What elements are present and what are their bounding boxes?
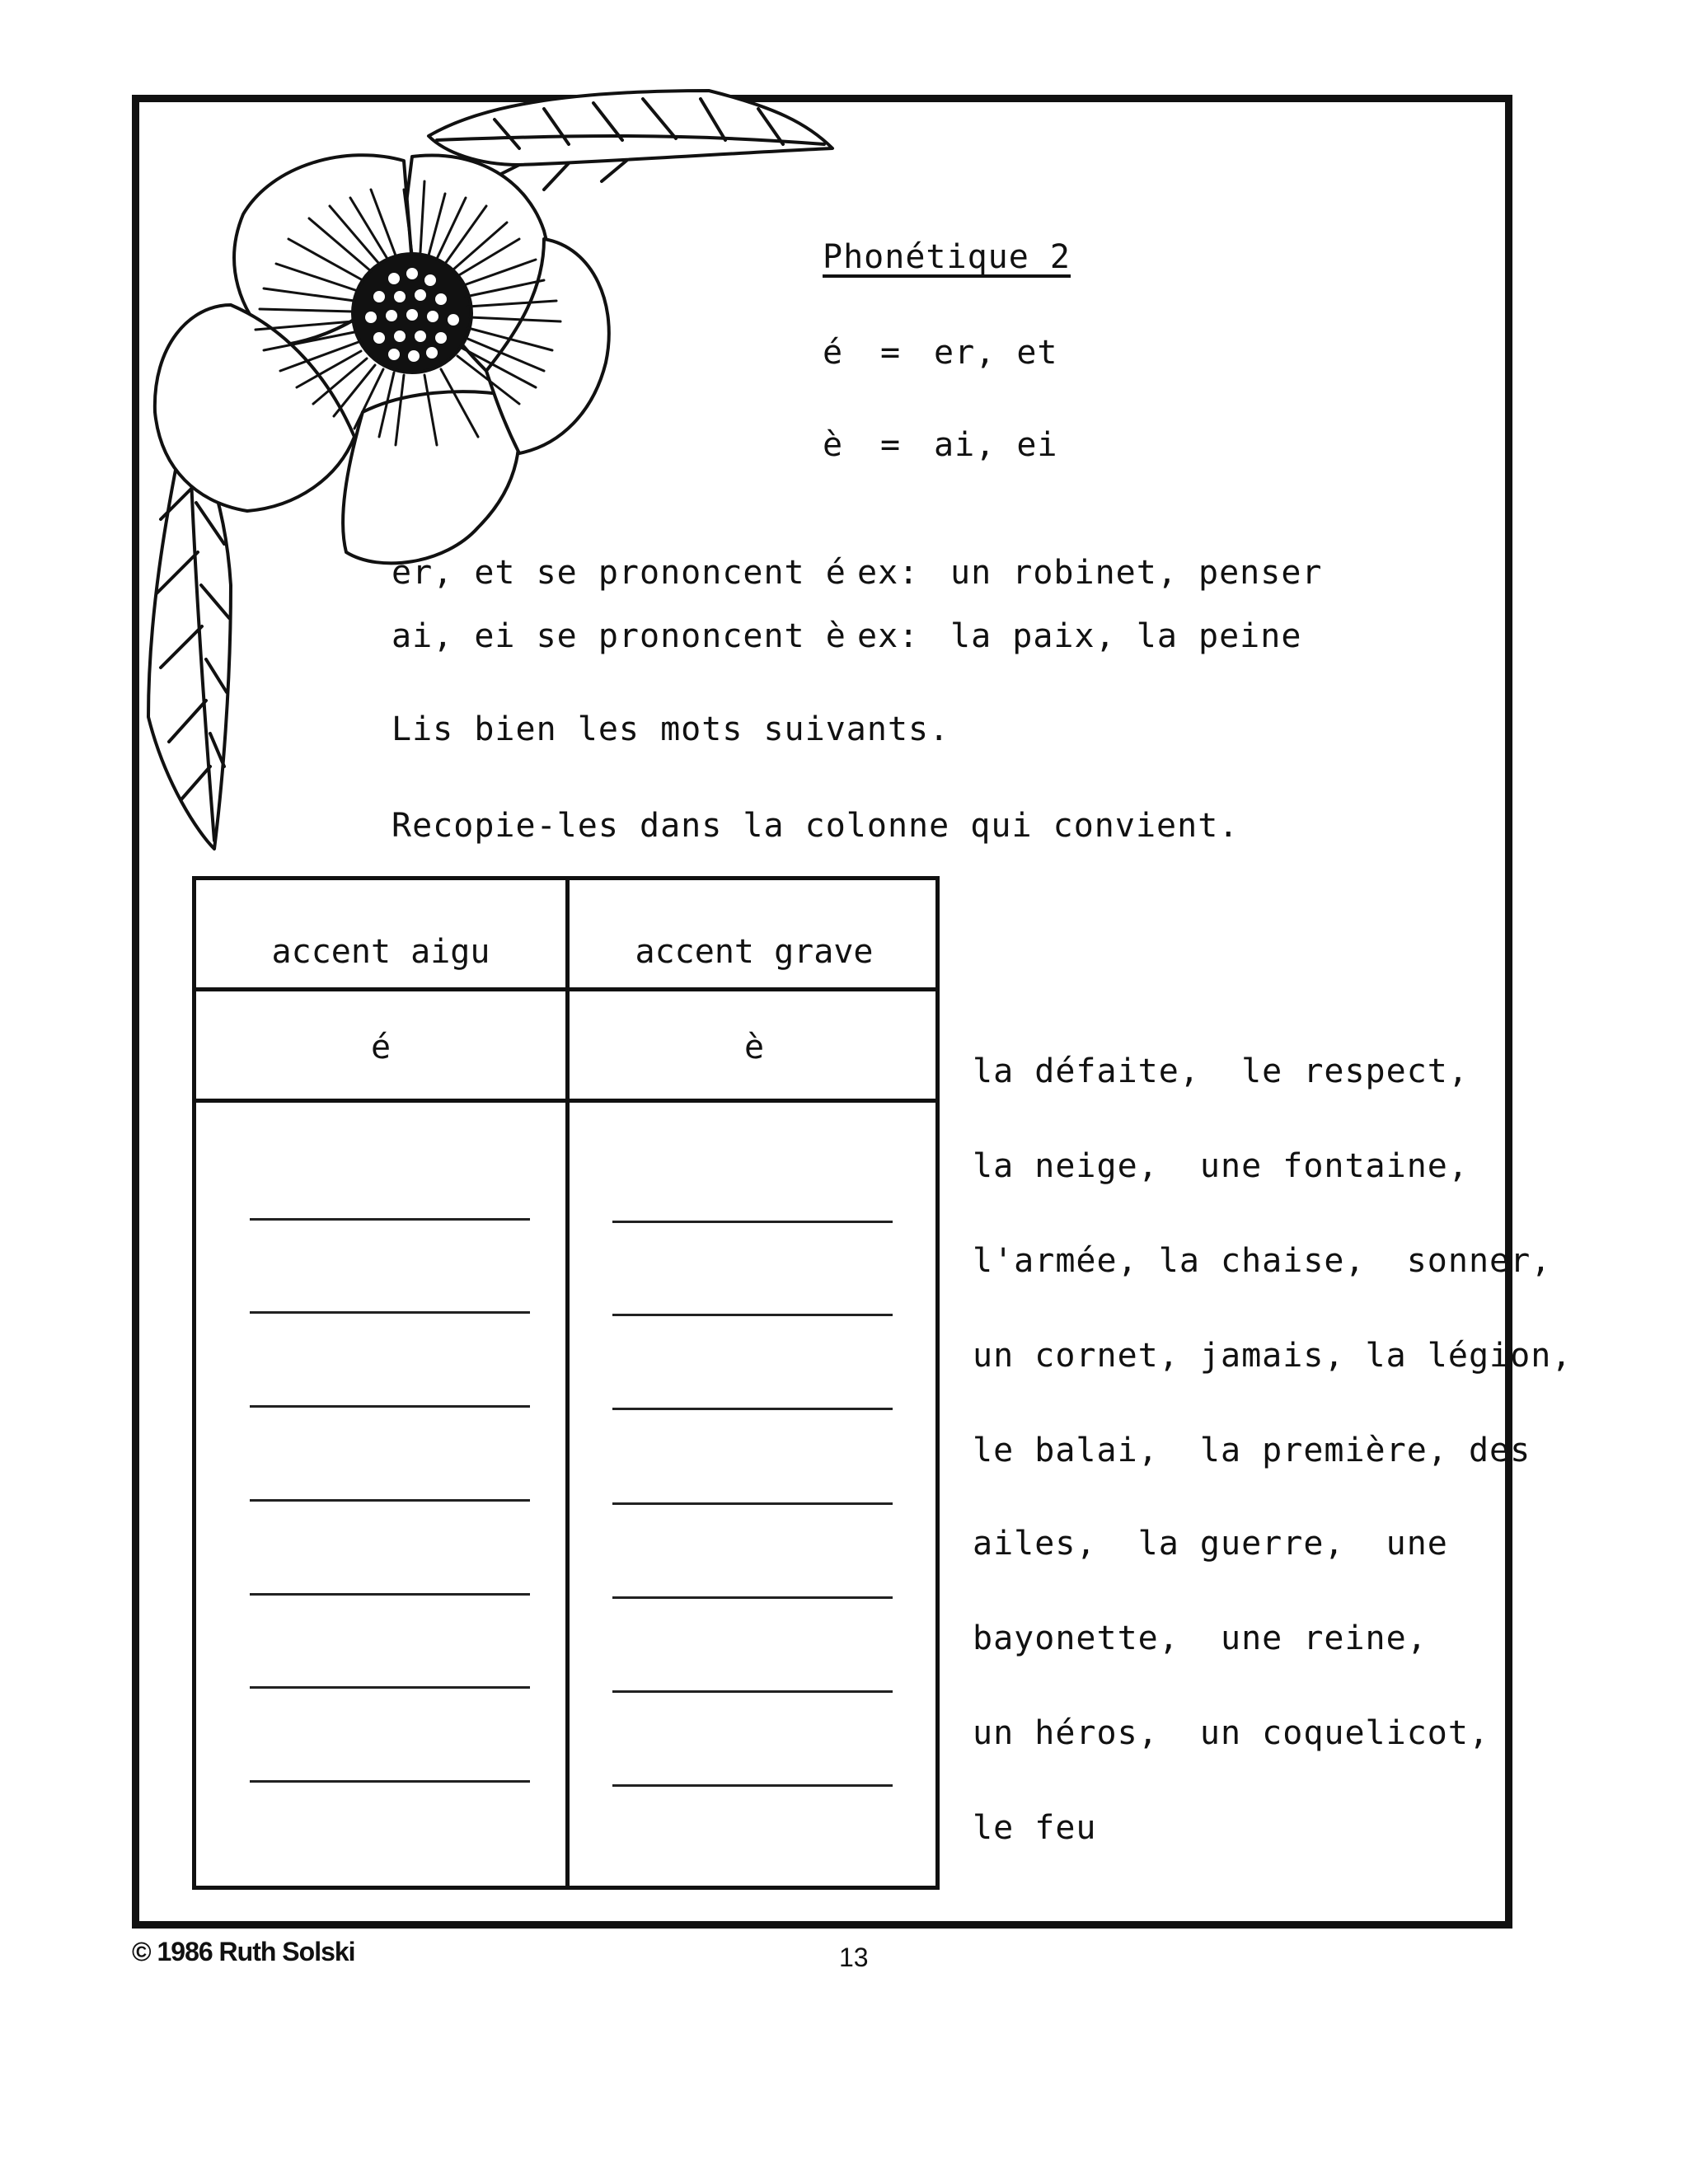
sorting-table xyxy=(192,876,940,1890)
column-header-acute: accent aigu xyxy=(271,933,490,971)
explanation-spellings: er, et se prononcent é xyxy=(392,554,846,592)
column-header-grave: accent grave xyxy=(635,933,874,971)
answer-blank[interactable] xyxy=(612,1408,893,1410)
word-list-line: bayonette, une reine, xyxy=(973,1619,1428,1657)
answer-blank[interactable] xyxy=(250,1593,530,1596)
row-divider xyxy=(196,1099,935,1103)
word-list-line: l'armée, la chaise, sonner, xyxy=(973,1242,1552,1280)
row-divider xyxy=(196,987,935,991)
answer-blank[interactable] xyxy=(250,1686,530,1689)
word-list-line: un héros, un coquelicot, xyxy=(973,1714,1490,1752)
rule-spellings-acute: er, et xyxy=(934,334,1058,372)
rule-letter-grave: è xyxy=(823,426,844,464)
word-list-line: ailes, la guerre, une xyxy=(973,1525,1448,1563)
column-symbol-grave: è xyxy=(743,1029,765,1066)
answer-blank[interactable] xyxy=(612,1784,893,1787)
explanation-ex-label: ex: xyxy=(857,554,920,592)
answer-blank[interactable] xyxy=(612,1221,893,1223)
instruction-copy: Recopie-les dans la colonne qui convient. xyxy=(392,807,1240,845)
column-symbol-acute: é xyxy=(370,1029,392,1066)
word-list-line: le balai, la première, des xyxy=(973,1432,1531,1469)
word-list-line: la défaite, le respect, xyxy=(973,1052,1469,1090)
answer-blank[interactable] xyxy=(612,1314,893,1316)
word-list-line: la neige, une fontaine, xyxy=(973,1147,1469,1185)
instruction-read: Lis bien les mots suivants. xyxy=(392,710,950,748)
answer-blank[interactable] xyxy=(250,1405,530,1408)
copyright-notice: © 1986 Ruth Solski xyxy=(132,1937,355,1966)
word-list-line: le feu xyxy=(973,1809,1097,1847)
answer-blank[interactable] xyxy=(250,1780,530,1783)
explanation-examples: la paix, la peine xyxy=(950,617,1302,655)
word-list-line: un cornet, jamais, la légion, xyxy=(973,1337,1573,1375)
answer-blank[interactable] xyxy=(612,1596,893,1599)
answer-blank[interactable] xyxy=(250,1311,530,1314)
answer-blank[interactable] xyxy=(250,1499,530,1502)
rule-letter-acute: é xyxy=(823,334,844,372)
answer-blank[interactable] xyxy=(612,1690,893,1693)
answer-blank[interactable] xyxy=(250,1218,530,1221)
explanation-examples: un robinet, penser xyxy=(950,554,1323,592)
answer-blank[interactable] xyxy=(612,1502,893,1505)
rule-equals: = xyxy=(880,426,902,464)
explanation-ex-label: ex: xyxy=(857,617,920,655)
page-title: Phonétique 2 xyxy=(823,238,1071,276)
explanation-spellings: ai, ei se prononcent è xyxy=(392,617,846,655)
page-number: 13 xyxy=(839,1943,869,1972)
rule-equals: = xyxy=(880,334,902,372)
rule-spellings-grave: ai, ei xyxy=(934,426,1058,464)
